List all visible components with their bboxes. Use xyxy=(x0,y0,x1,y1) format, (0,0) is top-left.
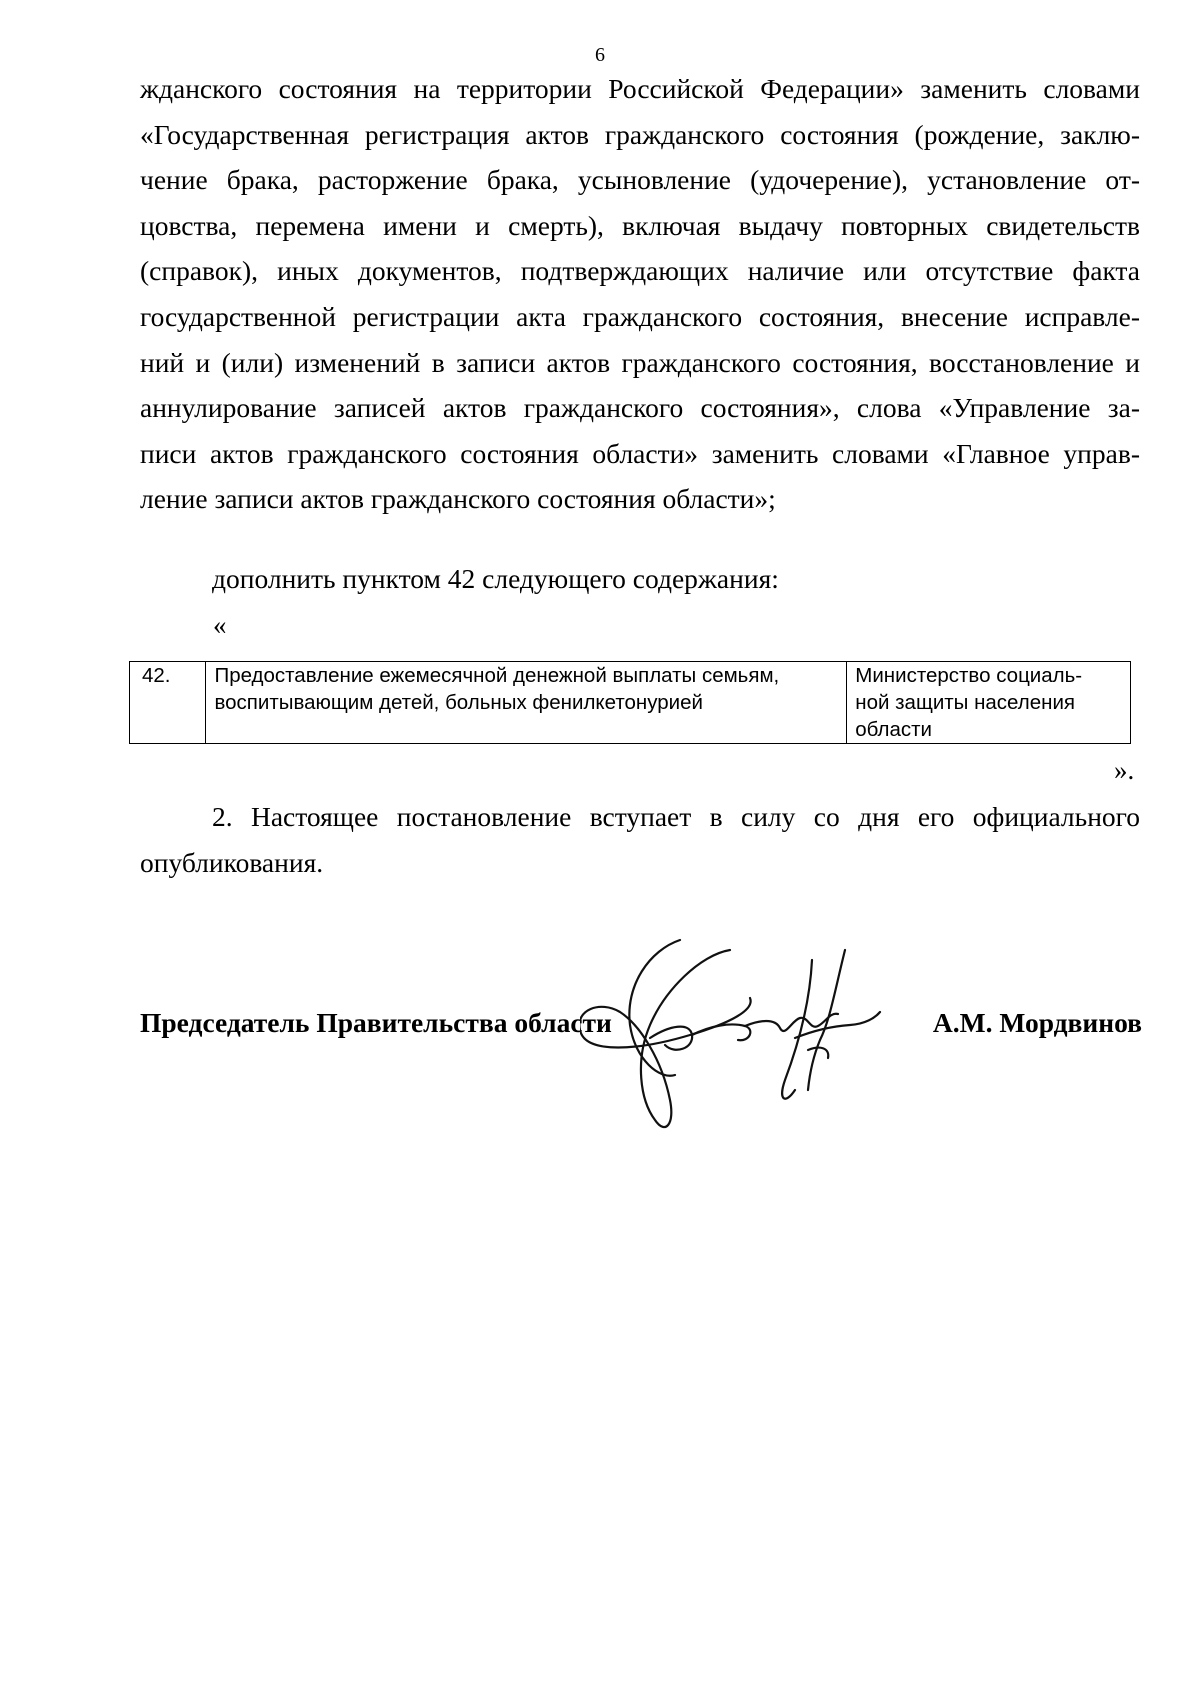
organization-line: ной защиты населения xyxy=(855,691,1076,714)
paragraph-line: государственной регистрации акта гражданского состояния, внесение исправле- xyxy=(140,300,1140,332)
paragraph-line: цовства, перемена имени и смерть), включая выдачу повторных свидетельств xyxy=(140,209,1140,241)
paragraph-line: ление записи актов гражданского состояния области»; xyxy=(140,483,776,515)
organization-line: Министерство социаль- xyxy=(855,664,1083,687)
paragraph-line: 2. Настоящее постановление вступает в силу со дня его официального xyxy=(212,801,1140,832)
row-number-cell: 42. xyxy=(130,662,206,744)
effective-date-paragraph xyxy=(140,794,1140,885)
amendment-table xyxy=(129,661,1131,744)
paragraph-line: опубликования. xyxy=(140,846,324,878)
responsible-organization-cell xyxy=(847,662,1131,744)
paragraph-line: аннулирование записей актов гражданского состояния», слова «Управление за- xyxy=(140,392,1140,424)
signatory-title: Председатель Правительства области xyxy=(140,1007,612,1038)
paragraph-line: (справок), иных документов, подтверждающих наличие или отсутствие факта xyxy=(140,255,1140,287)
paragraph-line: писи актов гражданского состояния области» заменить словами «Главное управ- xyxy=(140,437,1140,469)
closing-quote: ». xyxy=(1114,755,1135,785)
table-row xyxy=(130,662,1131,744)
addition-intro: дополнить пунктом 42 следующего содержания: xyxy=(212,563,779,594)
amendment-paragraph xyxy=(140,66,1140,522)
paragraph-line: жданского состояния на территории Российской Федерации» заменить словами xyxy=(140,73,1140,104)
paragraph-line: ний и (или) изменений в записи актов гражданского состояния, восстановление и xyxy=(140,346,1140,378)
handwritten-signature xyxy=(580,930,940,1150)
signatory-name: А.М. Мордвинов xyxy=(932,1007,1142,1038)
service-description-cell: Предоставление ежемесячной денежной выплаты семьям, воспитывающим детей, больных фенилкетонурией xyxy=(206,662,847,744)
page-number: 6 xyxy=(595,44,605,66)
paragraph-line: чение брака, расторжение брака, усыновление (удочерение), установление от- xyxy=(140,164,1140,196)
opening-quote: « xyxy=(213,610,227,640)
organization-line: области xyxy=(855,718,932,741)
paragraph-line: «Государственная регистрация актов гражданского состояния (рождение, заклю- xyxy=(140,118,1140,150)
